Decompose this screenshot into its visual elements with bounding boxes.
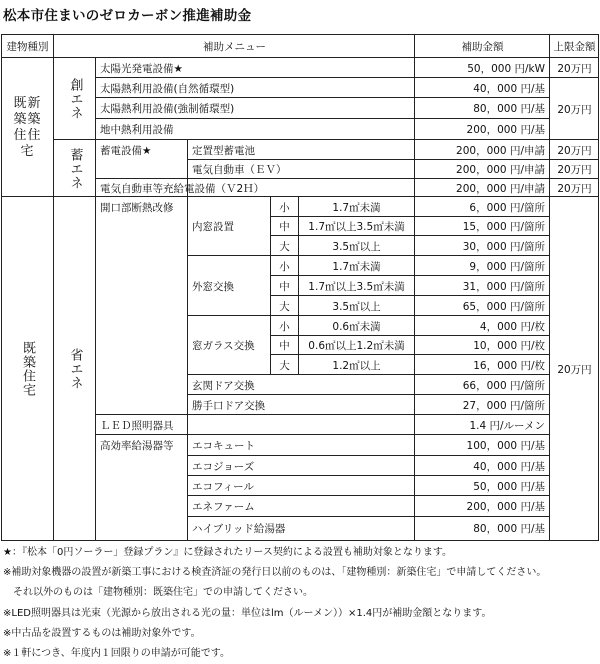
heater-ecofeel-amount: 50，000 円/基 — [473, 480, 545, 493]
heater-enefarm-amount: 200，000 円/基 — [466, 501, 545, 513]
row-solar-heat-forced-label: 太陽熱利用設備(強制循環型) — [100, 103, 235, 115]
row-storage-battery-amount: 200，000 円/申請 — [456, 144, 545, 157]
outer-cond-small: 1.7㎡未満 — [332, 260, 381, 273]
outer-size-small: 小 — [279, 260, 290, 273]
group-new-build-label: 既新築築住住宅 — [13, 95, 42, 159]
glass-size-medium: 中 — [279, 340, 290, 352]
row-solar-heat-forced-amount: 80，000 円/基 — [473, 103, 545, 115]
inner-cond-small: 1.7㎡未満 — [332, 201, 381, 214]
row-v2h-amount: 200，000 円/申請 — [456, 182, 545, 195]
row-solar-heat-natural-amount: 40，000 円/基 — [473, 82, 545, 95]
group-new-build — [1, 58, 54, 197]
inner-amount-large: 30，000 円/箇所 — [462, 240, 545, 253]
heater-ecojozu-label: エコジョーズ — [192, 460, 255, 473]
row-geothermal-label: 地中熱利用設備 — [100, 124, 174, 136]
inner-cond-large: 3.5㎡以上 — [332, 240, 381, 253]
group-existing-build-label: 既築住宅 — [20, 341, 35, 397]
row-opening-insulation-label: 開口部断熱改修 — [100, 201, 174, 214]
row-solar-heat-natural-label: 太陽熱利用設備(自然循環型) — [100, 82, 235, 95]
glass-cond-small: 0.6㎡未満 — [332, 320, 381, 333]
note-new-build: ※補助対象機器の設置が新築工事における検査済証の発行日以前のものは、「建物種別：新築住宅」で申請してください。 — [3, 567, 547, 579]
heater-hybrid-label: ハイブリッド給湯器 — [192, 523, 286, 535]
water-heater-label: 高効率給湯器等 — [100, 439, 174, 452]
glass-amount-small: 4，000 円/枚 — [479, 320, 545, 333]
row-ev-limit: 20万円 — [557, 164, 592, 176]
header-limit: 上限金額 — [553, 40, 596, 53]
inner-size-small: 小 — [279, 201, 290, 214]
note-once-per-year: ※１軒につき、年度内１回限りの申請が可能です。 — [3, 648, 230, 660]
row-solar-limit: 20万円 — [557, 62, 592, 75]
row-storage-main-label: 蓄電設備★ — [100, 144, 152, 157]
page-title: 松本市住まいのゼロカーボン推進補助金 — [3, 8, 252, 24]
outer-size-medium: 中 — [279, 280, 290, 293]
inner-cond-medium: 1.7㎡以上3.5㎡未満 — [308, 221, 405, 233]
note-led: ※LED照明器具は光束（光源から放出される光の量：単位はlm（ルーメン））×1.4円が補助金額となります。 — [3, 607, 492, 619]
subgroup-generation-label: 創エネ — [67, 78, 83, 120]
outer-cond-medium: 1.7㎡以上3.5㎡未満 — [308, 280, 405, 293]
entrance-door-label: 玄関ドア交換 — [192, 379, 255, 392]
generation-limit: 20万円 — [557, 103, 592, 116]
row-v2h-label: 電気自動車等充給電設備（Ｖ2Ｈ） — [100, 182, 265, 195]
heater-ecocute-amount: 100，000 円/基 — [466, 440, 545, 452]
row-ev-label: 電気自動車（ＥＶ） — [192, 164, 287, 176]
heater-enefarm-label: エネファーム — [192, 501, 255, 513]
subgroup-saving-label: 省エネ — [67, 348, 83, 390]
heater-ecofeel-label: エコフィール — [192, 480, 254, 493]
glass-cond-large: 1.2㎡以上 — [332, 359, 381, 372]
glass-amount-large: 16，000 円/枚 — [473, 359, 545, 372]
subgroup-storage — [54, 140, 96, 197]
group-existing-build — [1, 197, 54, 541]
led-label: ＬＥＤ照明器具 — [100, 419, 174, 432]
inner-window-label: 内窓設置 — [192, 221, 234, 233]
back-door-amount: 27，000 円/箇所 — [462, 399, 545, 412]
back-door-label: 勝手口ドア交換 — [192, 399, 266, 412]
subgroup-saving — [54, 197, 96, 541]
outer-amount-medium: 31，000 円/箇所 — [462, 280, 545, 293]
outer-size-large: 大 — [279, 300, 290, 313]
glass-size-large: 大 — [279, 359, 290, 372]
glass-amount-medium: 10，000 円/枚 — [473, 340, 545, 352]
glass-replacement-label: 窓ガラス交換 — [192, 340, 255, 352]
subgroup-generation — [54, 58, 96, 140]
row-solar-amount: 50，000 円/kW — [467, 62, 545, 75]
row-ev-amount: 200，000 円/申請 — [456, 164, 545, 176]
inner-amount-small: 6，000 円/箇所 — [469, 201, 545, 214]
header-building-type: 建物種別 — [6, 40, 49, 53]
glass-size-small: 小 — [279, 320, 290, 333]
heater-hybrid-amount: 80，000 円/基 — [473, 523, 545, 535]
header-amount: 補助金額 — [461, 40, 504, 53]
row-v2h-limit: 20万円 — [557, 182, 592, 195]
outer-cond-large: 3.5㎡以上 — [332, 300, 381, 313]
subgroup-storage-label: 蓄エネ — [67, 147, 83, 190]
outer-window-label: 外窓交換 — [192, 280, 234, 293]
subsidy-table — [1, 34, 599, 541]
footnotes — [3, 543, 599, 664]
inner-amount-medium: 15，000 円/箇所 — [462, 221, 545, 233]
inner-size-medium: 中 — [279, 221, 290, 233]
outer-amount-small: 9，000 円/箇所 — [469, 260, 545, 273]
heater-ecocute-label: エコキュート — [192, 440, 255, 452]
inner-size-large: 大 — [279, 240, 290, 253]
row-geothermal-amount: 200，000 円/基 — [466, 124, 545, 136]
outer-amount-large: 65，000 円/箇所 — [462, 300, 545, 313]
note-solar-lease: ★：『松本「0円ソーラー」登録プラン』に登録されたリース契約による設置も補助対象となります。 — [3, 547, 453, 558]
row-solar-label: 太陽光発電設備★ — [100, 62, 183, 75]
note-existing-build: それ以外のものは「建物種別：既築住宅」での申請してください。 — [3, 587, 313, 599]
row-storage-battery-label: 定置型蓄電池 — [192, 144, 255, 157]
heater-ecojozu-amount: 40，000 円/基 — [473, 460, 545, 473]
header-menu: 補助メニュー — [203, 40, 266, 53]
glass-cond-medium: 0.6㎡以上1.2㎡未満 — [308, 340, 405, 352]
row-storage-battery-limit: 20万円 — [557, 144, 592, 157]
entrance-door-amount: 66，000 円/箇所 — [462, 379, 545, 392]
note-used-items: ※中古品を設置するものは補助対象外です。 — [3, 627, 201, 639]
existing-build-limit: 20万円 — [557, 363, 592, 376]
led-amount: 1.4 円/ルーメン — [469, 419, 545, 432]
